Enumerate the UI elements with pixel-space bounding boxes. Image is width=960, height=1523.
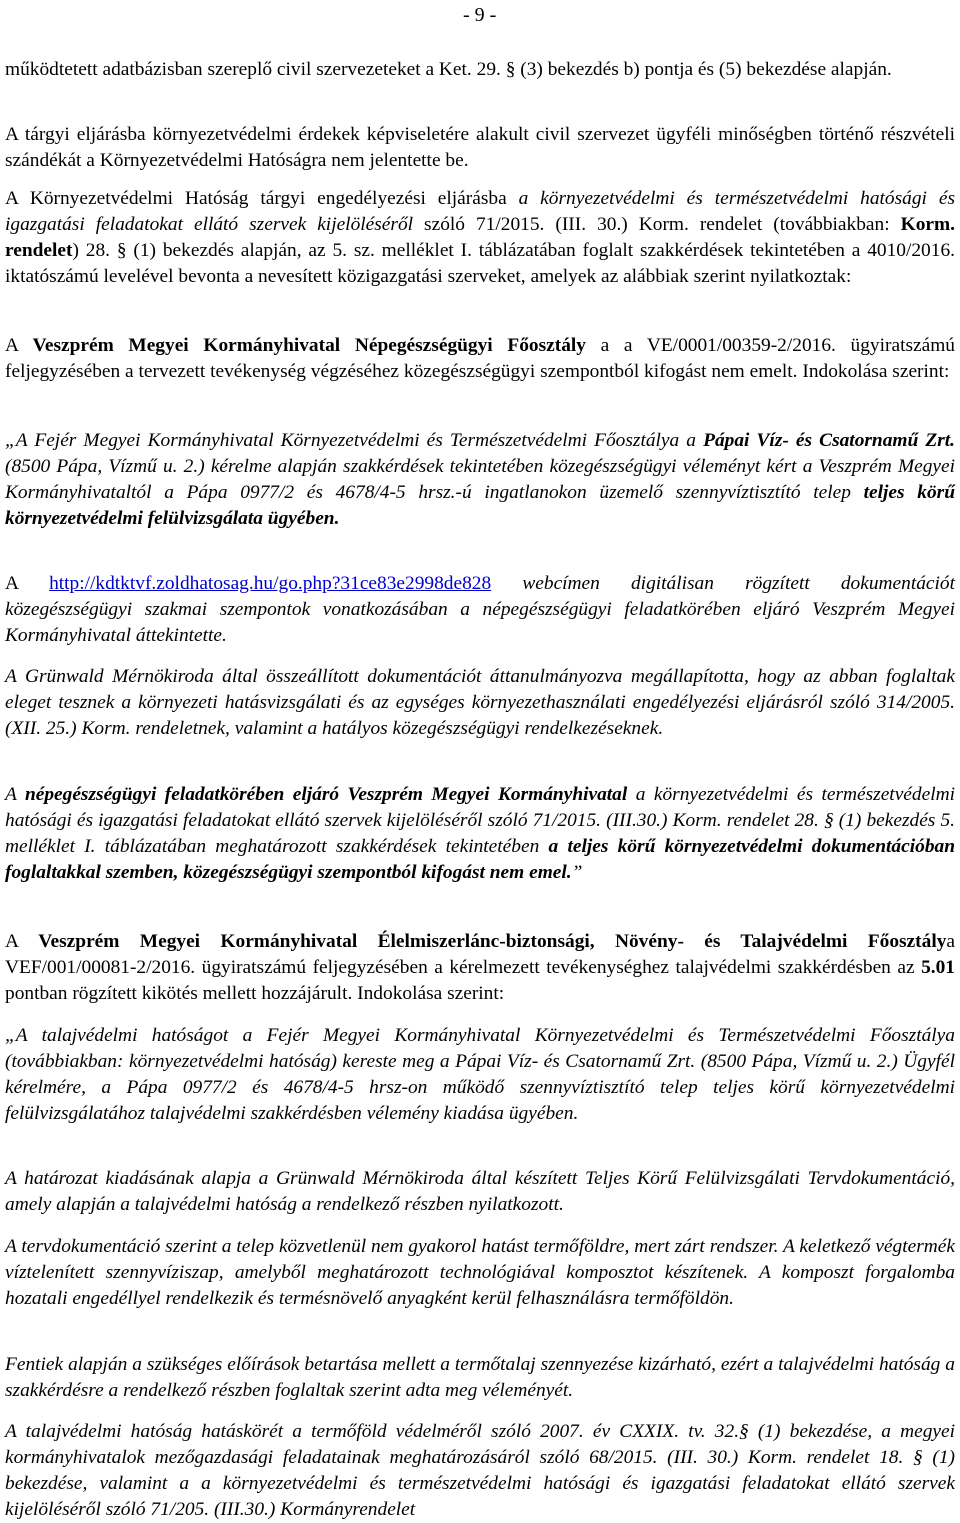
p8-e: ”: [571, 862, 583, 883]
p9-a: A: [5, 931, 39, 952]
page-number: - 9 -: [463, 4, 497, 26]
paragraph-9: [5, 929, 955, 1007]
p8-b: népegészségügyi feladatkörében eljáró Veszprém Megyei Kormányhivatal: [24, 784, 628, 805]
paragraph-12-text: A tervdokumentáció szerint a telep közvetlenül nem gyakorol hatást termőföldre, mert zárt rendszer. A keletkező végtermék víztelenített szennyvíziszap, amelyből meghatározott technológiával komposztot készítenek. A komposzt forgalomba hozatali engedéllyel rendelkezik és termésnövelő anyagként kerül felhasználásra termőföldön.: [5, 1236, 955, 1309]
paragraph-13-text: Fentiek alapján a szükséges előírások betartása mellett a termőtalaj szennyezése kizárható, ezért a talajvédelmi hatóság a szakkérdésre a rendelkező részben foglaltak szerint adta meg véleményét.: [5, 1354, 955, 1401]
paragraph-11: [5, 1166, 955, 1218]
p4-c: a a VE/0001/00359-2/2016. ügyiratszámú feljegyzésében a tervezett tevékenység végzéséhez közegészségügyi szempontból kifogást nem emelt. Indokolása szerint:: [5, 335, 956, 382]
p4-b: Veszprém Megyei Kormányhivatal Népegészségügyi Főosztály: [32, 335, 586, 356]
doc-link[interactable]: http://kdtktvf.zoldhatosag.hu/go.php?31ce83e2998de828: [49, 573, 492, 594]
p9-b: Veszprém Megyei Kormányhivatal Élelmiszerlánc-biztonsági, Növény- és Talajvédelmi Főosztály: [38, 931, 947, 952]
paragraph-7-text: A Grünwald Mérnökiroda által összeállított dokumentációt áttanulmányozva megállapította, hogy az abban foglaltak eleget tesznek a környezeti hatásvizsgálati és az egységes környezethasználati engedélyezési eljárásról szóló 314/2005. (XII. 25.) Korm. rendeletnek, valamint a hatályos közegészségügyi rendelkezéseknek.: [5, 666, 955, 739]
p6-b: webcímen digitálisan rögzített dokumentációt közegészségügyi szakmai szempontok vonatkozásában a népegészségügyi feladatkörében eljáró Veszprém Megyei Kormányhivatal áttekintette.: [5, 573, 955, 646]
p5-b: Pápai Víz- és Csatornamű Zrt.: [703, 430, 955, 451]
paragraph-4: [5, 333, 955, 385]
paragraph-2: [5, 122, 955, 174]
paragraph-10-quote: [5, 1023, 955, 1127]
p6-a: A: [5, 573, 50, 594]
p5-d: teljes körű környezetvédelmi felülvizsgálata ügyében.: [5, 482, 955, 529]
p9-e: pontban rögzített kikötés mellett hozzájárult. Indokolása szerint:: [5, 983, 505, 1004]
paragraph-1: [5, 57, 955, 83]
p9-d: 5.01: [921, 957, 955, 978]
p5-c: (8500 Pápa, Vízmű u. 2.) kérelme alapján szakkérdések tekintetében közegészségügyi véleményt kért a Veszprém Megyei Kormányhivataltól a Pápa 0977/2 és 4678/4-5 hrsz.-ú ingatlanokon üzemelő szennyvíztisztító telep: [5, 456, 955, 503]
p4-a: A: [5, 335, 33, 356]
p5-a: „A Fejér Megyei Kormányhivatal Környezetvédelmi és Természetvédelmi Főosztálya a: [5, 430, 704, 451]
p3-e: ) 28. § (1) bekezdés alapján, az 5. sz. melléklet I. táblázatában foglalt szakkérdések tekintetében a 4010/2016. iktatószámú levelével bevonta a nevesített közigazgatási szerveket, amelyek az alábbiak szerint nyilatkoztak:: [5, 240, 955, 287]
p8-c: a környezetvédelmi és természetvédelmi hatósági és igazgatási feladatokat ellátó szervek kijelöléséről szóló 71/2015. (III.30.) Korm. rendelet 28. § (1) bekezdés 5. melléklet I. táblázatában meghatározott szakkérdések tekintetében: [5, 784, 955, 857]
p3-c: szóló 71/2015. (III. 30.) Korm. rendelet (továbbiakban:: [413, 214, 901, 235]
p3-b: a környezetvédelmi és természetvédelmi hatósági és igazgatási feladatokat ellátó szervek kijelöléséről: [5, 188, 955, 235]
paragraph-6: [5, 571, 955, 649]
p9-c: a VEF/001/00081-2/2016. ügyiratszámú feljegyzésében a kérelmezett tevékenységhez talajvédelmi szakkérdésben az: [5, 931, 956, 978]
paragraph-13: [5, 1352, 955, 1404]
paragraph-8: [5, 782, 955, 886]
paragraph-10-text: „A talajvédelmi hatóságot a Fejér Megyei Kormányhivatal Környezetvédelmi és Természetvédelmi Főosztálya (továbbiakban: környezetvédelmi hatóság) kereste meg a Pápai Víz- és Csatornamű Zrt. (8500 Pápa, Vízmű u. 2.) Ügyfél kérelmére, a Pápa 0977/2 és 4678/4-5 hrsz-on működő szennyvíztisztító telep teljes körű környezetvédelmi felülvizsgálatához talajvédelmi szakkérdésben vélemény kiadása ügyében.: [5, 1025, 955, 1124]
paragraph-14: [5, 1419, 955, 1523]
paragraph-7: [5, 664, 955, 742]
p8-a: A: [5, 784, 25, 805]
paragraph-1-text: működtetett adatbázisban szereplő civil szervezeteket a Ket. 29. § (3) bekezdés b) pontja és (5) bekezdése alapján.: [5, 59, 892, 80]
p8-d: a teljes körű környezetvédelmi dokumentációban foglaltakkal szemben, közegészségügyi szempontból kifogást nem emel.: [5, 836, 955, 883]
paragraph-14-text: A talajvédelmi hatóság hatáskörét a termőföld védelméről szóló 2007. év CXXIX. tv. 32.§ (1) bekezdése, a megyei kormányhivatalok mezőgazdasági feladatainak meghatározásáról szóló 68/2015. (III. 30.) Korm. rendelet 18. § (1) bekezdése, valamint a a környezetvédelmi és természetvédelmi hatósági és igazgatási feladatokat ellátó szervek kijelöléséről szóló 71/205. (III.30.) Kormányrendelet: [5, 1421, 955, 1520]
paragraph-5-quote: [5, 428, 955, 532]
p3-d: Korm. rendelet: [5, 214, 955, 261]
paragraph-3: [5, 186, 955, 290]
p3-a: A Környezetvédelmi Hatóság tárgyi engedélyezési eljárásba: [5, 188, 519, 209]
paragraph-12: [5, 1234, 955, 1312]
paragraph-11-text: A határozat kiadásának alapja a Grünwald Mérnökiroda által készített Teljes Körű Felülvizsgálati Tervdokumentáció, amely alapján a talajvédelmi hatóság a rendelkező részben nyilatkozott.: [5, 1168, 955, 1215]
paragraph-2-text: A tárgyi eljárásba környezetvédelmi érdekek képviseletére alakult civil szervezet ügyféli minőségben történő részvételi szándékát a Környezetvédelmi Hatóságra nem jelentette be.: [5, 124, 955, 171]
